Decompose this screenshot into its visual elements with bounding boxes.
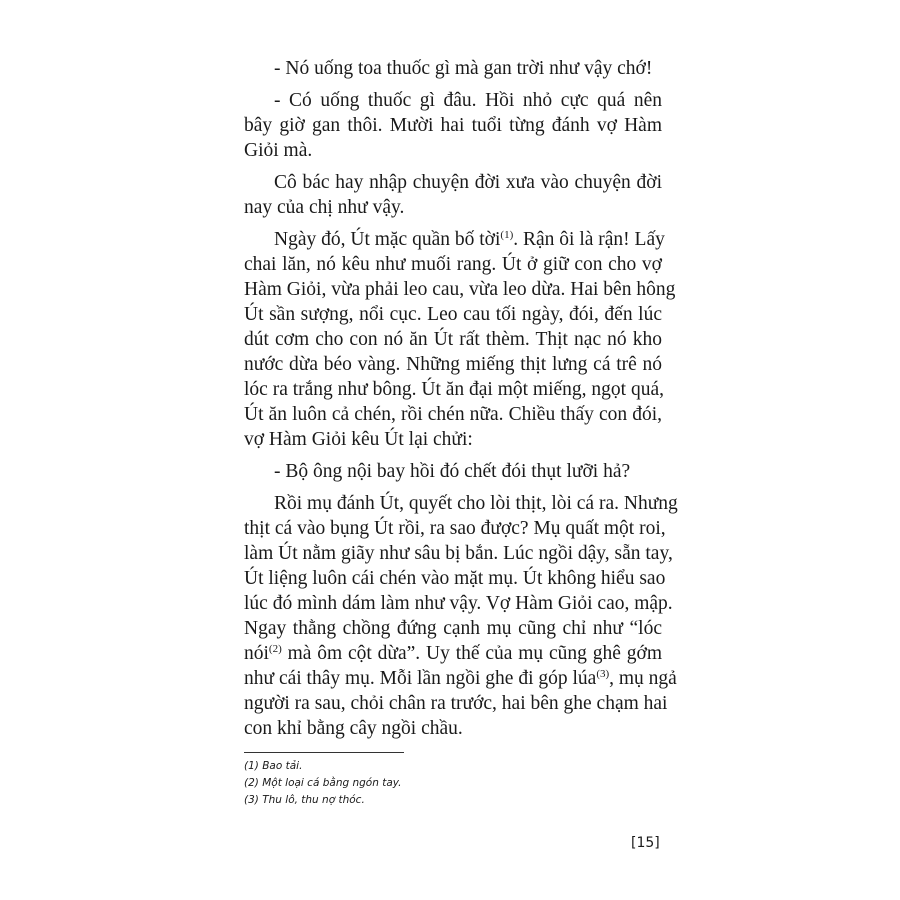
text-line: người ra sau, chỏi chân ra trước, hai bên ghe chạm hai	[244, 693, 668, 714]
text-line: Ngay thằng chồng đứng cạnh mụ cũng chỉ như “lóc	[244, 618, 662, 639]
text-line: Giỏi mà.	[244, 140, 313, 161]
text-line: con khỉ bằng cây ngồi chầu.	[244, 718, 463, 739]
text-line: lúc đó mình dám làm như vậy. Vợ Hàm Giỏi cao, mập.	[244, 593, 673, 614]
footnote-ref: (2)	[268, 643, 282, 655]
footnote-2: (2) Một loại cá bằng ngón tay.	[244, 777, 402, 789]
footnote-ref: (1)	[500, 229, 514, 241]
text-line: như cái thây mụ. Mỗi lần ngồi ghe đi góp lúa$^{(3)}$, mụ ngả	[244, 668, 677, 689]
text-line: - Có uống thuốc gì đâu. Hồi nhỏ cực quá nên	[274, 90, 662, 111]
text-line: - Nó uống toa thuốc gì mà gan trời như vậy chớ!	[274, 58, 653, 79]
text-line: thịt cá vào bụng Út rồi, ra sao được? Mụ quất một roi,	[244, 518, 666, 539]
footnotes	[244, 758, 402, 809]
paragraph	[244, 227, 676, 452]
text-line: nay của chị như vậy.	[244, 197, 405, 218]
paragraph	[244, 56, 662, 81]
footnote-3: (3) Thu lô, thu nợ thóc.	[244, 794, 365, 806]
text-line: nói$^{(2)}$ mà ôm cột dừa”. Uy thế của mụ cũng ghê gớm	[244, 643, 662, 664]
paragraph	[244, 459, 662, 484]
paragraph	[244, 170, 662, 220]
text-line: lóc ra trắng như bông. Út ăn đại một miếng, ngọt quá,	[244, 379, 664, 400]
text-line: vợ Hàm Giỏi kêu Út lại chửi:	[244, 429, 473, 450]
text-line: Út sần sượng, nổi cục. Leo cau tối ngày, đói, đến lúc	[244, 304, 662, 325]
page-number: [15]	[631, 835, 660, 851]
text-line: chai lăn, nó kêu như muối rang. Út ở giữ con cho vợ	[244, 254, 662, 275]
text-line: Út ăn luôn cả chén, rồi chén nữa. Chiều thấy con đói,	[244, 404, 662, 425]
text-line: Út liệng luôn cái chén vào mặt mụ. Út không hiểu sao	[244, 568, 666, 589]
body-text	[244, 56, 678, 741]
footnote-ref: (3)	[596, 668, 610, 680]
paragraph	[244, 88, 662, 163]
footnote-divider	[244, 752, 404, 753]
text-line: bây giờ gan thôi. Mười hai tuổi từng đánh vợ Hàm	[244, 115, 662, 136]
text-line: Ngày đó, Út mặc quần bố tời$^{(1)}$. Rận ôi là rận! Lấy	[274, 229, 665, 250]
paragraph	[244, 491, 678, 741]
text-line: nước dừa béo vàng. Những miếng thịt lưng cá trê nó	[244, 354, 662, 375]
footnote-1: (1) Bao tải.	[244, 760, 303, 772]
text-line: làm Út nằm giãy như sâu bị bắn. Lúc ngồi dậy, sẵn tay,	[244, 543, 673, 564]
text-line: - Bộ ông nội bay hồi đó chết đói thụt lưỡi hả?	[274, 461, 631, 482]
text-line: Rồi mụ đánh Út, quyết cho lòi thịt, lòi cá ra. Nhưng	[274, 493, 678, 514]
text-line: Hàm Giỏi, vừa phải leo cau, vừa leo dừa. Hai bên hông	[244, 279, 676, 300]
text-line: dút cơm cho con nó ăn Út rất thèm. Thịt nạc nó kho	[244, 329, 662, 350]
text-line: Cô bác hay nhập chuyện đời xưa vào chuyện đời	[274, 172, 662, 193]
